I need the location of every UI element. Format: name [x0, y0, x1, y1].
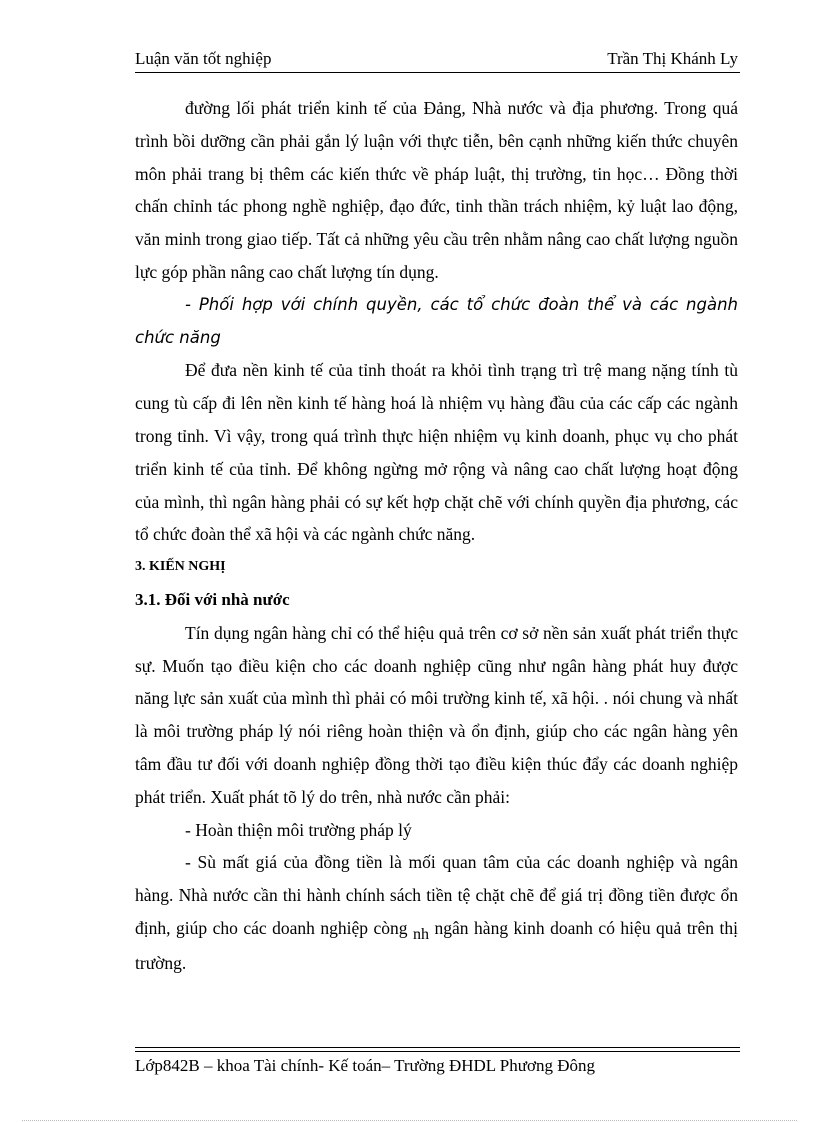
header-thesis-label: Luận văn tốt nghiệp [135, 49, 272, 68]
paragraph-coordination: Để đưa nền kinh tế của tỉnh thoát ra khỏi tình trạng trì trệ mang nặng tính tù cung tù cấp đi lên nền kinh tế hàng hoá là nhiệm vụ hàng đầu của các cấp các ngành trong tỉnh. Vì vậy, trong quá trình thực hiện nhiệm vụ kinh doanh, phục vụ cho phát triển kinh tế của tỉnh. Để không ngừng mở rộng và nâng cao chất lượng hoạt động của mình, thì ngân hàng phải có sự kết hợp chặt chẽ với chính quyền địa phương, các tổ chức đoàn thể xã hội và các ngành chức năng. [135, 360, 738, 545]
page-edge [22, 1120, 797, 1121]
currency-text-b: ngân hàng kinh doanh có hiệu quả trên thị trường. [135, 917, 738, 973]
currency-text-a: - Sù mất giá của đồng tiền là mối quan tâm của các doanh nghiệp và ngân hàng. Nhà nước cần thi hành chính sách tiền tệ chặt chẽ để giá trị đồng tiền được ổn định, giúp cho các doanh nghiệp còng [135, 852, 738, 938]
paragraph-coordination-heading: - Phối hợp với chính quyền, các tổ chức đoàn thể và các ngành chức năng [135, 294, 738, 347]
page-header [135, 48, 738, 70]
section-heading: 3. KIẾN NGHỊ [135, 559, 226, 575]
subsection-heading: 3.1. Đối với nhà nước [135, 589, 290, 609]
footer-divider-top [135, 1047, 740, 1048]
paragraph-training: đường lối phát triển kinh tế của Đảng, Nhà nước và địa phương. Trong quá trình bồi dưỡng cần phải gắn lý luận với thực tiễn, bên cạnh những kiến thức chuyên môn phải trang bị thêm các kiến thức về pháp luật, thị trường, tin học… Đồng thời chấn chỉnh tác phong nghề nghiệp, đạo đức, tinh thần trách nhiệm, kỷ luật lao động, văn minh trong giao tiếp. Tất cả những yêu cầu trên nhằm nâng cao chất lượng nguồn lực góp phần nâng cao chất lượng tín dụng. [135, 98, 738, 282]
paragraph-currency [135, 846, 738, 979]
paragraph-state-role: Tín dụng ngân hàng chỉ có thể hiệu quả trên cơ sở nền sản xuất phát triển thực sự. Muốn tạo điều kiện cho các doanh nghiệp cũng như ngân hàng phát huy được năng lực sản xuất của mình thì phải có môi trường kinh tế, xã hội. . nói chung và nhất là môi trường pháp lý nói riêng hoàn thiện và ổn định, giúp cho các ngân hàng yên tâm đầu tư đối với doanh nghiệp đồng thời tạo điều kiện thúc đẩy các doanh nghiệp phát triển. Xuất phát tõ lý do trên, nhà nước cần phải: [135, 622, 738, 807]
currency-text-stray: nh [413, 925, 430, 943]
footer-divider-bottom [135, 1051, 740, 1052]
header-divider [135, 72, 740, 73]
header-author-name: Trần Thị Khánh Ly [607, 49, 738, 68]
paragraph-legal-environment: - Hoàn thiện môi trường pháp lý [185, 819, 412, 840]
page-footer: Lớp842B – khoa Tài chính- Kế toán– Trường ĐHDL Phương Đông [135, 1056, 595, 1075]
document-body [135, 92, 738, 980]
